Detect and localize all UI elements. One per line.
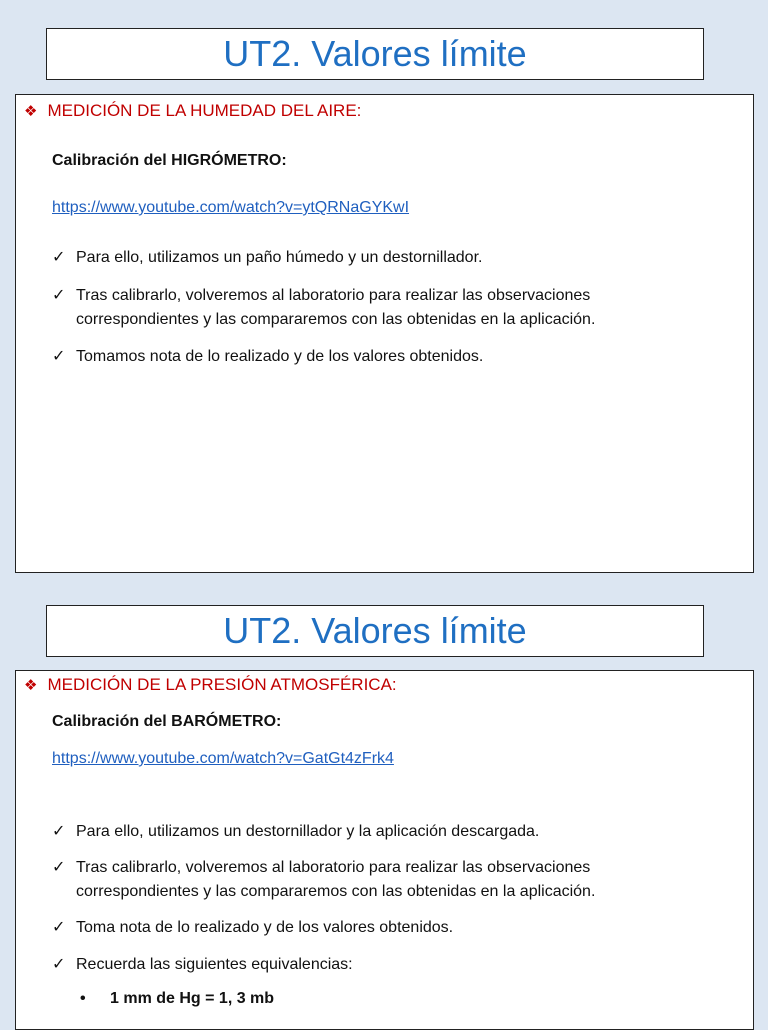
slide2-item-4: [52, 953, 733, 977]
slide2-heading: [24, 675, 397, 695]
slide2-heading-text: MEDICIÓN DE LA PRESIÓN ATMOSFÉRICA:: [47, 675, 397, 694]
slide1-item-3: [52, 345, 733, 369]
slide1-subheading: Calibración del HIGRÓMETRO:: [52, 152, 287, 169]
slide2-item-4-text: Recuerda las siguientes equivalencias:: [76, 956, 353, 973]
slide1-item-3-text: Tomamos nota de lo realizado y de los valores obtenidos.: [76, 348, 484, 365]
slide2-subheading: Calibración del BARÓMETRO:: [52, 713, 282, 730]
slide1-video-link[interactable]: https://www.youtube.com/watch?v=ytQRNaGYKwI: [52, 199, 410, 216]
slide1-content-box: [15, 94, 754, 573]
check-icon: ✓: [52, 287, 66, 304]
slide2-item-1-text: Para ello, utilizamos un destornillador y la aplicación descargada.: [76, 823, 540, 840]
check-icon: ✓: [52, 919, 66, 936]
slide2-bullet-1: [80, 990, 274, 1008]
slide1-title: UT2. Valores límite: [223, 33, 527, 74]
slide2-video-link[interactable]: https://www.youtube.com/watch?v=GatGt4zFrk4: [52, 750, 394, 767]
diamond-bullet-icon: ❖: [24, 103, 38, 120]
slide2-content-box: [15, 670, 754, 1030]
slide2-item-2-text: Tras calibrarlo, volveremos al laboratorio para realizar las observaciones correspondientes y las compararemos con las obtenidas en la aplicación.: [76, 859, 596, 900]
slide2-item-2: [52, 856, 713, 904]
check-icon: ✓: [52, 956, 66, 973]
slide2-bullet-1-text: 1 mm de Hg = 1, 3 mb: [110, 990, 275, 1007]
slide2-item-3-text: Toma nota de lo realizado y de los valores obtenidos.: [76, 919, 454, 936]
slide1-heading-text: MEDICIÓN DE LA HUMEDAD DEL AIRE:: [47, 101, 362, 120]
slide1-item-1-text: Para ello, utilizamos un paño húmedo y un destornillador.: [76, 249, 483, 266]
check-icon: ✓: [52, 249, 66, 266]
check-icon: ✓: [52, 823, 66, 840]
slide1-title-box: [46, 28, 704, 80]
slide1-item-1: [52, 246, 733, 270]
check-icon: ✓: [52, 859, 66, 876]
slide2-item-3: [52, 916, 733, 940]
slide1-heading: [24, 101, 361, 121]
slide2-title-box: [46, 605, 704, 657]
slide2-title: UT2. Valores límite: [223, 610, 527, 651]
bullet-icon: •: [80, 990, 86, 1007]
check-icon: ✓: [52, 348, 66, 365]
diamond-bullet-icon: ❖: [24, 677, 38, 694]
slide2-item-1: [52, 820, 733, 844]
slide1-item-2-text: Tras calibrarlo, volveremos al laboratorio para realizar las observaciones correspondientes y las compararemos con las obtenidas en la aplicación.: [76, 287, 596, 328]
slide1-item-2: [52, 284, 713, 332]
